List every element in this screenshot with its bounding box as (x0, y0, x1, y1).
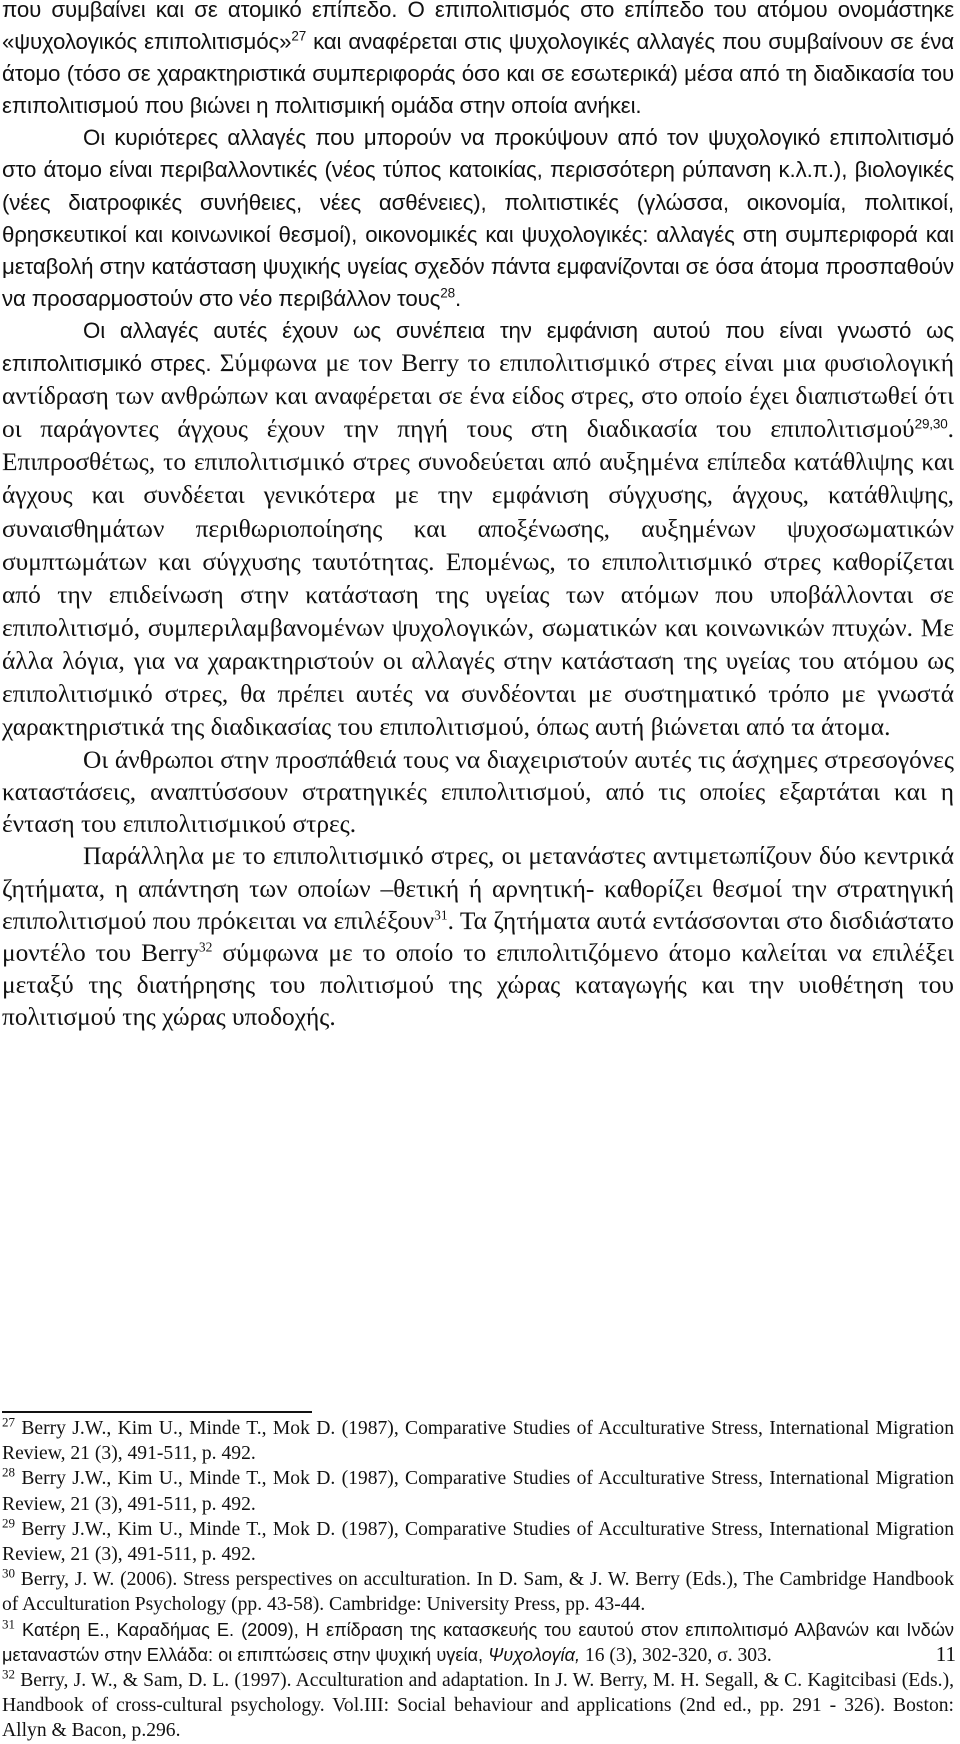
paragraph-3 (2, 315, 954, 744)
paragraph-5-text-a: Παράλληλα με το επιπολιτισμικό στρες, οι μετανάστες αντιμετωπίζουν δύο κεντρικά ζητήματα, η απάντηση των οποίων –θετική ή αρνητική- καθορίζει θεσμοί την στρατηγική επιπολιτισμού που πρόκειται να επιλέξουν (2, 842, 954, 935)
footnotes (2, 1416, 954, 1744)
footnote-31 (2, 1618, 954, 1668)
footnote-31-text-a: Κατέρη Ε., Καραδήμας Ε. (2009), Η επίδραση της κατασκευής του εαυτού στον επιπολιτισμό Αλβανών και Ινδών μεταναστών στην Ελλάδα: οι επιπτώσεις στην ψυχική υγεία, (2, 1619, 954, 1665)
footnote-ref-32[interactable]: 32 (198, 939, 213, 955)
footnote-31-number: 31 (2, 1616, 15, 1632)
footnote-ref-27[interactable]: 27 (291, 28, 307, 44)
footnote-32-number: 32 (2, 1666, 15, 1682)
footnote-31-journal: Ψυχολογία, (488, 1644, 581, 1665)
footnote-27 (2, 1416, 954, 1466)
paragraph-5 (2, 840, 954, 1033)
footnote-29-number: 29 (2, 1515, 15, 1531)
footnote-30-number: 30 (2, 1565, 15, 1581)
footnote-ref-28[interactable]: 28 (440, 285, 455, 301)
footnote-28 (2, 1466, 954, 1516)
footnote-28-number: 28 (2, 1464, 15, 1480)
footnote-29-text: Berry J.W., Kim U., Minde T., Mok D. (1987), Comparative Studies of Acculturative Stress, International Migration Review, 21 (3), 491-511, p. 492. (2, 1518, 954, 1566)
footnote-31-text-b: 16 (3), 302-320, σ. 303. (580, 1644, 772, 1666)
paragraph-1-text-b: και αναφέρεται στις ψυχολογικές αλλαγές που συμβαίνουν σε ένα άτομο (τόσο σε χαρακτηριστικά συμπεριφοράς όσο και σε εσωτερικά) μέσα από τη διαδικασία του επιπολιτισμού που βιώνει η πολιτισμική ομάδα στην οποία ανήκει. (2, 29, 955, 119)
paragraph-2-text-b: . (454, 285, 461, 311)
footnote-32-text: Berry, J. W., & Sam, D. L. (1997). Acculturation and adaptation. In J. W. Berry, M. H. Segall, & C. Kagitcibasi (Eds.), Handbook of cross-cultural psychology. Vol.III: Social behaviour and applications (2nd ed., pp. 291 ‑ 326). Boston: Allyn & Bacon, p.296. (2, 1670, 954, 1742)
paragraph-1 (2, 0, 954, 122)
paragraph-3-text-b: Σύμφωνα με τον Berry το επιπολιτισμικό στρες είναι μια φυσιολογική αντίδραση των ανθρώπων και αναφέρεται σε ένα είδος στρες, στο οποίο έχει διαπιστωθεί ότι οι παράγοντες άγχους έχουν την πηγή τους στη διαδικασία του επιπολιτισμού (2, 349, 954, 444)
footnote-ref-31[interactable]: 31 (434, 907, 448, 923)
footnote-28-text: Berry J.W., Kim U., Minde T., Mok D. (1987), Comparative Studies of Acculturative Stress, International Migration Review, 21 (3), 491-511, p. 492. (2, 1468, 954, 1515)
footnote-27-text: Berry J.W., Kim U., Minde T., Mok D. (1987), Comparative Studies of Acculturative Stress, International Migration Review, 21 (3), 491-511, p. 492. (2, 1418, 954, 1465)
footnote-separator (2, 1411, 312, 1413)
paragraph-2 (2, 122, 954, 315)
paragraph-5-text-b: . Τα ζητήματα αυτά εντάσσονται στο δισδιάστατο μοντέλο του Berry (2, 906, 954, 967)
paragraph-3-text-d: Επομένως, το επιπολιτισμικό στρες καθορίζεται από την επιδείνωση στην κατάσταση της υγείας των ατόμων που υποβάλλονται σε επιπολιτισμό, συμπεριλαμβανομένων ψυχολογικών, σωματικών και κοινωνικών πτυχών. Με άλλα λόγια, για να χαρακτηριστούν οι αλλαγές στην κατάσταση της υγείας του ατόμου ως επιπολιτισμικό στρες, θα πρέπει αυτές να συνδέονται με συστηματικό τρόπο με γνωστά χαρακτηριστικά της διαδικασίας του επιπολιτισμού, όπως αυτή βιώνεται από τα άτομα. (2, 547, 954, 742)
paragraph-4: Οι άνθρωποι στην προσπάθειά τους να διαχειριστούν αυτές τις άσχημες στρεσογόνες καταστάσεις, αναπτύσσουν στρατηγικές επιπολιτισμού, από τις οποίες εξαρτάται και η ένταση του επιπολιτισμικού στρες. (2, 746, 954, 839)
footnote-29 (2, 1517, 954, 1567)
paragraph-2-text-a: Οι κυριότερες αλλαγές που μπορούν να προκύψουν από τον ψυχολογικό επιπολιτισμό στο άτομο είναι περιβαλλοντικές (νέος τύπος κατοικίας, περισσότερη ρύπανση κ.λ.π.), βιολογικές (νέες διατροφικές συνήθειες, νέες ασθένειες), πολιτιστικές (γλώσσα, οικονομία, πολιτικοί, θρησκευτικοί και κοινωνικοί θεσμοί), οικονομικές και ψυχολογικές: αλλαγές στη συμπεριφορά και μεταβολή στην κατάσταση ψυχικής υγείας σχεδόν πάντα εμφανίζονται σε όσα άτομα προσπαθούν να προσαρμοστούν στο νέο περιβάλλον τους (2, 125, 954, 311)
paragraph-5-text-c: σύμφωνα με το οποίο το επιπολιτιζόμενο άτομο καλείται να επιλέξει μεταξύ της διατήρησης του πολιτισμού της χώρας καταγωγής και την υιοθέτηση του πολιτισμού της χώρας υποδοχής. (2, 938, 954, 1031)
footnote-27-number: 27 (2, 1414, 15, 1430)
paragraph-3-text-c: . Επιπροσθέτως, το επιπολιτισμικό στρες συνοδεύεται από αυξημένα επίπεδα κατάθλιψης και άγχους και συνδέεται γενικότερα με την εμφάνιση σύγχυσης, άγχους, κατάθλιψης, συναισθημάτων περιθωριοποίησης και αποξένωσης, αυξημένων ψυχοσωματικών συμπτωμάτων και σύγχυσης ταυτότητας. (2, 415, 954, 576)
paragraph-1-text-a: που συμβαίνει και σε ατομικό επίπεδο. Ο επιπολιτισμός στο επίπεδο του ατόμου ονομάστηκε «ψυχολογικός επιπολιτισμός» (2, 0, 954, 55)
footnote-ref-29-30[interactable]: 29,30 (914, 416, 948, 432)
body-text (2, 0, 954, 1033)
page-number: 11 (935, 1642, 956, 1666)
footnote-32 (2, 1668, 954, 1744)
paragraph-3-text-a: Οι αλλαγές αυτές έχουν ως συνέπεια την εμφάνιση αυτού που είναι γνωστό ως επιπολιτισμικό στρες. (2, 317, 954, 377)
footnote-30-text: Berry, J. W. (2006). Stress perspectives on acculturation. In D. Sam, & J. W. Berry (Eds.), The Cambridge Handbook of Acculturation Psychology (pp. 43-58). Cambridge: University Press, pp. 43-44. (2, 1569, 954, 1616)
footnote-30 (2, 1567, 954, 1617)
